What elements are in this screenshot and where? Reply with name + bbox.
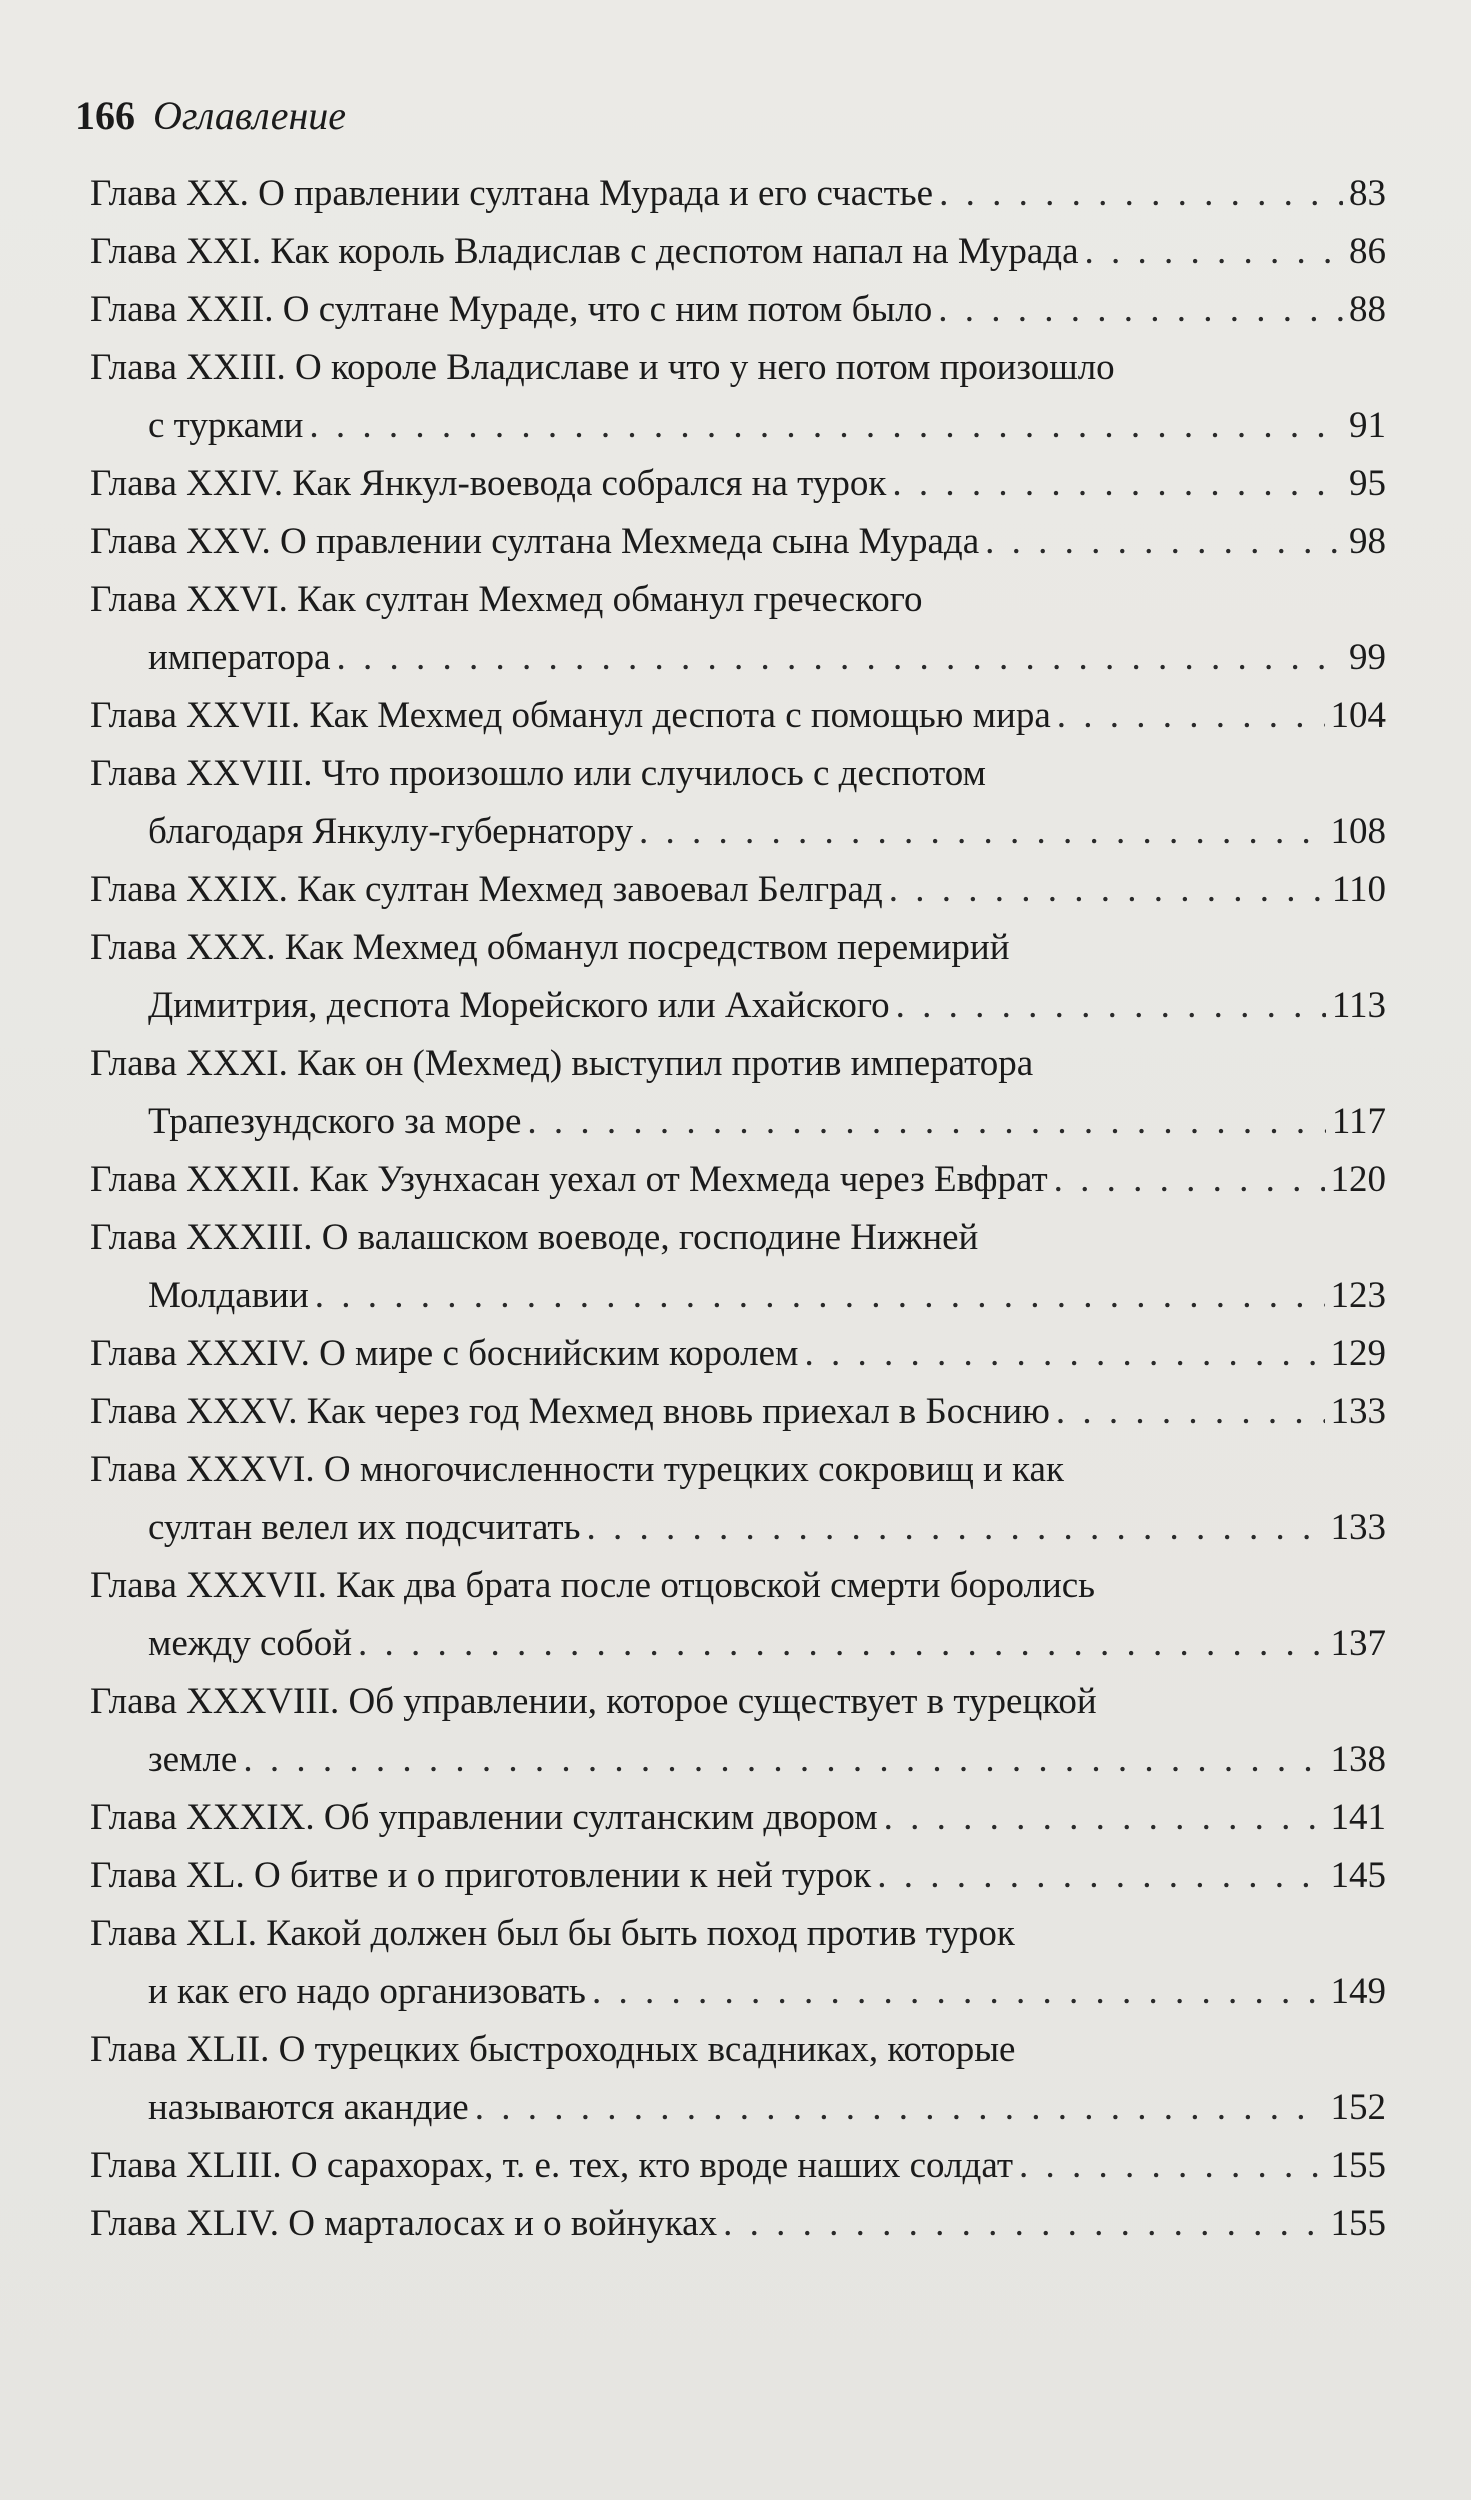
toc-entry-title: с турками xyxy=(148,405,304,446)
page-number: 166 xyxy=(75,93,135,138)
dot-leader xyxy=(884,1789,1325,1847)
toc-entry-line xyxy=(90,571,1386,629)
toc-entry-line xyxy=(90,339,1386,397)
table-of-contents xyxy=(90,165,1386,2253)
dot-leader xyxy=(723,2195,1324,2253)
toc-entry xyxy=(90,1441,1386,1557)
toc-entry-line xyxy=(90,2195,1386,2253)
toc-entry-line xyxy=(90,1905,1386,1963)
toc-entry-title: Глава XXVI. Как султан Мехмед обманул греческого xyxy=(90,579,923,620)
toc-entry-title: Глава XLII. О турецких быстроходных всадниках, которые xyxy=(90,2029,1016,2070)
toc-entry xyxy=(90,1035,1386,1151)
toc-entry-title: Глава XXXIX. Об управлении султанским двором xyxy=(90,1797,878,1838)
toc-entry-page: 152 xyxy=(1330,2087,1386,2128)
toc-entry-line xyxy=(90,1441,1386,1499)
dot-leader xyxy=(358,1615,1324,1673)
toc-entry-page: 113 xyxy=(1331,985,1386,1026)
dot-leader xyxy=(892,455,1343,513)
toc-entry-title: Молдавии xyxy=(148,1275,309,1316)
toc-entry xyxy=(90,223,1386,281)
toc-entry-line xyxy=(90,1151,1386,1209)
toc-entry-title: Трапезундского за море xyxy=(148,1101,522,1142)
toc-entry-continuation xyxy=(90,803,1386,861)
dot-leader xyxy=(939,165,1343,223)
toc-entry-title: Глава XXXVIII. Об управлении, которое существует в турецкой xyxy=(90,1681,1097,1722)
toc-entry-page: 108 xyxy=(1330,811,1386,852)
toc-entry-title: Глава XXI. Как король Владислав с деспотом напал на Мурада xyxy=(90,231,1079,272)
dot-leader xyxy=(337,629,1343,687)
toc-entry-title: императора xyxy=(148,637,331,678)
dot-leader xyxy=(243,1731,1324,1789)
toc-entry-line xyxy=(90,1035,1386,1093)
dot-leader xyxy=(527,1093,1325,1151)
toc-entry-continuation xyxy=(90,2079,1386,2137)
toc-entry xyxy=(90,571,1386,687)
toc-entry-title: Глава XXVIII. Что произошло или случилось с деспотом xyxy=(90,753,986,794)
toc-entry-line xyxy=(90,1847,1386,1905)
running-header xyxy=(75,92,346,140)
toc-entry-page: 86 xyxy=(1349,231,1386,272)
dot-leader xyxy=(1085,223,1343,281)
toc-entry xyxy=(90,1905,1386,2021)
toc-entry-title: Глава XX. О правлении султана Мурада и его счастье xyxy=(90,173,934,214)
toc-entry xyxy=(90,1383,1386,1441)
toc-entry-title: Глава XXXV. Как через год Мехмед вновь приехал в Боснию xyxy=(90,1391,1050,1432)
toc-entry-line xyxy=(90,165,1386,223)
toc-entry xyxy=(90,745,1386,861)
toc-entry-page: 129 xyxy=(1330,1333,1386,1374)
toc-entry xyxy=(90,2021,1386,2137)
toc-entry-line xyxy=(90,687,1386,745)
toc-entry xyxy=(90,165,1386,223)
toc-entry-title: Глава XL. О битве и о приготовлении к ней турок xyxy=(90,1855,872,1896)
dot-leader xyxy=(985,513,1343,571)
toc-entry-line xyxy=(90,919,1386,977)
toc-entry-continuation xyxy=(90,629,1386,687)
toc-entry-line xyxy=(90,455,1386,513)
dot-leader xyxy=(896,977,1326,1035)
dot-leader xyxy=(889,861,1326,919)
toc-entry-title: Глава XXXIII. О валашском воеводе, господине Нижней xyxy=(90,1217,979,1258)
toc-entry-continuation xyxy=(90,977,1386,1035)
toc-entry-line xyxy=(90,861,1386,919)
dot-leader xyxy=(1019,2137,1325,2195)
toc-entry xyxy=(90,2137,1386,2195)
toc-entry-title: Глава XXIX. Как султан Мехмед завоевал Белград xyxy=(90,869,883,910)
toc-entry-title: Глава XXIII. О короле Владиславе и что у него потом произошло xyxy=(90,347,1115,388)
toc-entry-title: Глава XXII. О султане Мураде, что с ним потом было xyxy=(90,289,933,330)
toc-entry-page: 99 xyxy=(1349,637,1386,678)
toc-entry-title: Глава XXVII. Как Мехмед обманул деспота с помощью мира xyxy=(90,695,1051,736)
toc-entry-page: 141 xyxy=(1330,1797,1386,1838)
toc-entry-page: 117 xyxy=(1331,1101,1386,1142)
toc-entry-continuation xyxy=(90,1499,1386,1557)
toc-entry xyxy=(90,339,1386,455)
toc-entry xyxy=(90,1557,1386,1673)
toc-entry-page: 120 xyxy=(1330,1159,1386,1200)
toc-entry-title: и как его надо организовать xyxy=(148,1971,586,2012)
dot-leader xyxy=(1054,1151,1325,1209)
dot-leader xyxy=(1057,687,1325,745)
toc-entry-line xyxy=(90,1325,1386,1383)
toc-entry-title: Глава XXXVI. О многочисленности турецких сокровищ и как xyxy=(90,1449,1064,1490)
toc-entry-line xyxy=(90,1383,1386,1441)
toc-entry xyxy=(90,687,1386,745)
toc-entry-line xyxy=(90,2137,1386,2195)
toc-entry xyxy=(90,455,1386,513)
toc-entry-title: Глава XXX. Как Мехмед обманул посредством перемирий xyxy=(90,927,1010,968)
dot-leader xyxy=(877,1847,1324,1905)
toc-entry-page: 137 xyxy=(1330,1623,1386,1664)
dot-leader xyxy=(475,2079,1325,2137)
toc-entry-title: Глава XXXII. Как Узунхасан уехал от Мехмеда через Евфрат xyxy=(90,1159,1048,1200)
toc-entry-title: Глава XLI. Какой должен был бы быть поход против турок xyxy=(90,1913,1015,1954)
toc-entry-page: 155 xyxy=(1330,2203,1386,2244)
toc-entry-line xyxy=(90,1209,1386,1267)
toc-entry-title: Глава XLIII. О сарахорах, т. е. тех, кто вроде наших солдат xyxy=(90,2145,1013,2186)
toc-entry-page: 145 xyxy=(1330,1855,1386,1896)
toc-entry xyxy=(90,919,1386,1035)
toc-entry-page: 91 xyxy=(1349,405,1386,446)
toc-entry-title: Глава XXXI. Как он (Мехмед) выступил против императора xyxy=(90,1043,1034,1084)
toc-entry xyxy=(90,1151,1386,1209)
toc-entry-page: 98 xyxy=(1349,521,1386,562)
toc-entry-continuation xyxy=(90,1093,1386,1151)
toc-entry xyxy=(90,1325,1386,1383)
toc-entry-page: 110 xyxy=(1331,869,1386,910)
toc-entry-line xyxy=(90,1789,1386,1847)
toc-entry-continuation xyxy=(90,1963,1386,2021)
toc-entry-title: называются акандие xyxy=(148,2087,469,2128)
toc-entry xyxy=(90,281,1386,339)
dot-leader xyxy=(804,1325,1324,1383)
toc-entry-continuation xyxy=(90,1615,1386,1673)
dot-leader xyxy=(315,1267,1325,1325)
toc-entry xyxy=(90,1789,1386,1847)
dot-leader xyxy=(639,803,1325,861)
toc-entry xyxy=(90,1209,1386,1325)
toc-entry xyxy=(90,1673,1386,1789)
toc-entry-title: султан велел их подсчитать xyxy=(148,1507,581,1548)
dot-leader xyxy=(592,1963,1325,2021)
toc-entry-line xyxy=(90,2021,1386,2079)
toc-entry xyxy=(90,2195,1386,2253)
toc-entry-continuation xyxy=(90,397,1386,455)
toc-entry-title: Глава XXV. О правлении султана Мехмеда сына Мурада xyxy=(90,521,980,562)
toc-entry-page: 138 xyxy=(1330,1739,1386,1780)
toc-entry-page: 95 xyxy=(1349,463,1386,504)
toc-entry-title: благодаря Янкулу-губернатору xyxy=(148,811,633,852)
toc-entry-page: 133 xyxy=(1330,1391,1386,1432)
dot-leader xyxy=(586,1499,1324,1557)
toc-entry-page: 149 xyxy=(1330,1971,1386,2012)
toc-entry-title: земле xyxy=(148,1739,238,1780)
toc-entry-continuation xyxy=(90,1267,1386,1325)
toc-entry xyxy=(90,513,1386,571)
toc-entry-page: 83 xyxy=(1349,173,1386,214)
toc-entry-page: 155 xyxy=(1330,2145,1386,2186)
toc-entry-title: Глава XXIV. Как Янкул-воевода собрался на турок xyxy=(90,463,887,504)
toc-entry-page: 133 xyxy=(1330,1507,1386,1548)
dot-leader xyxy=(938,281,1343,339)
toc-entry-title: Глава XXXIV. О мире с боснийским королем xyxy=(90,1333,799,1374)
toc-entry xyxy=(90,1847,1386,1905)
toc-entry-title: Глава XXXVII. Как два брата после отцовской смерти боролись xyxy=(90,1565,1096,1606)
running-title: Оглавление xyxy=(153,93,347,138)
dot-leader xyxy=(309,397,1343,455)
toc-entry-continuation xyxy=(90,1731,1386,1789)
toc-entry-title: между собой xyxy=(148,1623,353,1664)
toc-entry-page: 123 xyxy=(1330,1275,1386,1316)
toc-entry-line xyxy=(90,513,1386,571)
toc-entry-page: 88 xyxy=(1349,289,1386,330)
toc-entry xyxy=(90,861,1386,919)
toc-entry-line xyxy=(90,1557,1386,1615)
dot-leader xyxy=(1056,1383,1325,1441)
toc-entry-line xyxy=(90,745,1386,803)
toc-entry-line xyxy=(90,1673,1386,1731)
toc-entry-title: Глава XLIV. О марталосах и о войнуках xyxy=(90,2203,718,2244)
toc-entry-page: 104 xyxy=(1330,695,1386,736)
toc-entry-line xyxy=(90,223,1386,281)
toc-entry-title: Димитрия, деспота Морейского или Ахайского xyxy=(148,985,890,1026)
toc-entry-line xyxy=(90,281,1386,339)
